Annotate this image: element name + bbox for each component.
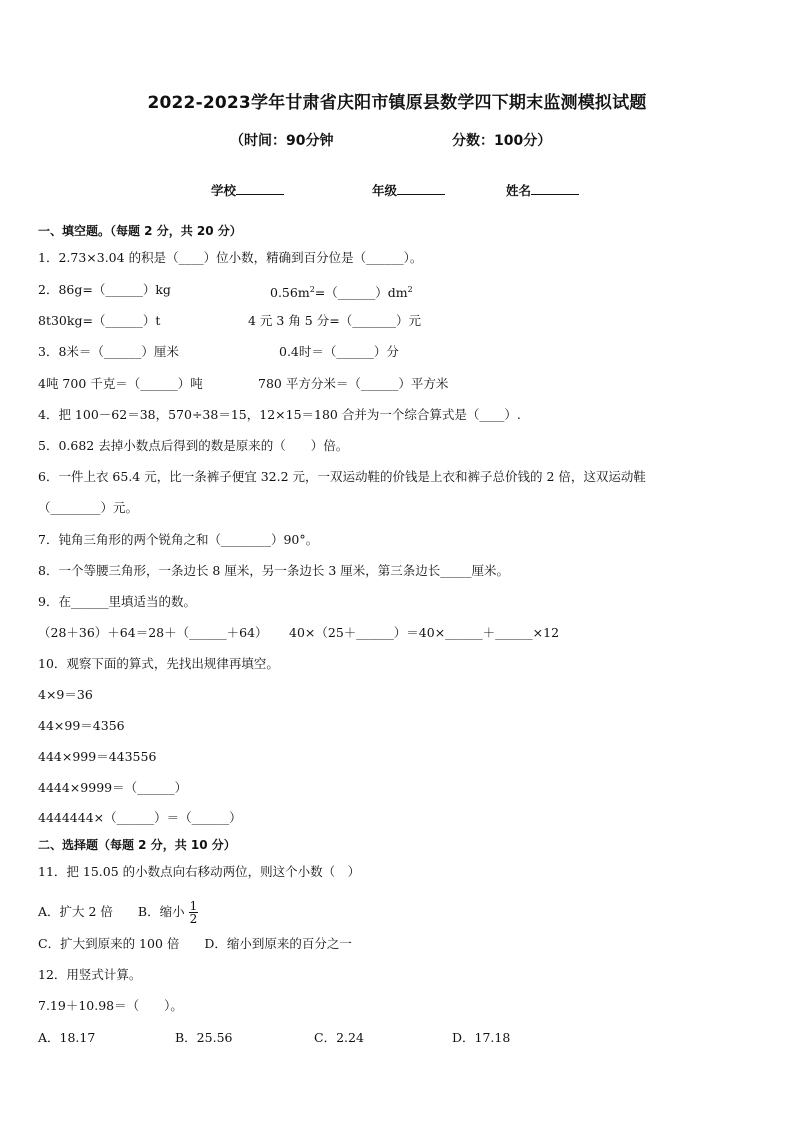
school-label: 学校: [211, 183, 237, 198]
option-a: A．18.17: [38, 1030, 96, 1045]
question-8: 8．一个等腰三角形，一条边长 8 厘米，另一条边长 3 厘米，第三条边长_____厘米。: [38, 563, 510, 578]
option-b: B．25.56: [175, 1030, 233, 1045]
question-3c: 4吨 700 千克＝（______）吨: [38, 376, 203, 391]
school-field: [211, 181, 284, 199]
q11-ab-text: A．扩大 2 倍 B．缩小: [38, 904, 185, 919]
question-2a: 2．86g=（______）kg: [38, 282, 171, 297]
question-11-options-cd: C．扩大到原来的 100 倍 D．缩小到原来的百分之一: [38, 936, 352, 951]
fraction-numerator: 1: [189, 899, 198, 913]
name-blank: [531, 182, 579, 195]
question-12-expression: 7.19＋10.98＝（ ）。: [38, 998, 183, 1013]
question-9b: 40×（25＋______）＝40×______＋______×12: [289, 625, 560, 640]
name-field: [506, 181, 579, 199]
question-6a: 6．一件上衣 65.4 元，比一条裤子便宜 32.2 元，一双运动鞋的价钱是上衣和裤子总价钱的 2 倍，这双运动鞋: [38, 469, 646, 484]
q2b-post: =（______）dm: [314, 285, 408, 301]
pattern-line-4: 4444×9999＝（______）: [38, 780, 188, 795]
question-12: 12．用竖式计算。: [38, 967, 142, 982]
exam-time: （时间：90分钟: [230, 133, 334, 149]
question-11: 11．把 15.05 的小数点向右移动两位，则这个小数（ ）: [38, 864, 361, 879]
question-2b: $0.56m^2=(\_\_\_\_\_\_)dm^2$: [270, 285, 413, 301]
pattern-line-2: 44×99＝4356: [38, 718, 125, 733]
exam-title: 2022-2023学年甘肃省庆阳市镇原县数学四下期末监测模拟试题: [147, 93, 647, 113]
question-10: 10．观察下面的算式，先找出规律再填空。: [38, 656, 279, 671]
section1-heading: 一、填空题。（每题 2 分，共 20 分）: [38, 224, 242, 238]
pattern-line-3: 444×999＝443556: [38, 749, 157, 764]
option-d: D．17.18: [452, 1030, 511, 1045]
question-11-options-ab: [38, 900, 198, 925]
question-9: 9．在______里填适当的数。: [38, 594, 196, 609]
q2b-pre: 0.56m: [270, 285, 310, 301]
question-1: 1．2.73×3.04 的积是（____）位小数，精确到百分位是（______）。: [38, 250, 423, 265]
pattern-line-5: 4444444×（______）＝（______）: [38, 810, 242, 825]
question-3a: 3．8米＝（______）厘米: [38, 344, 179, 359]
question-6b: （________）元。: [38, 500, 139, 515]
grade-label: 年级: [372, 183, 398, 198]
question-7: 7．钝角三角形的两个锐角之和（________）90°。: [38, 532, 319, 547]
question-9a: （28＋36）＋64＝28＋（______＋64）: [38, 625, 268, 640]
question-4: 4．把 100－62＝38，570÷38＝15，12×15＝180 合并为一个综合算式是（____）.: [38, 407, 521, 422]
question-2c: 8t30kg=（______）t: [38, 313, 161, 328]
grade-blank: [397, 182, 445, 195]
school-blank: [236, 182, 284, 195]
grade-field: [372, 181, 445, 199]
exam-score: 分数：100分）: [452, 133, 552, 149]
pattern-line-1: 4×9＝36: [38, 687, 93, 702]
fraction-denominator: 2: [189, 912, 198, 926]
option-c: C．2.24: [314, 1030, 364, 1045]
name-label: 姓名: [506, 183, 532, 198]
section2-heading: 二、选择题（每题 2 分，共 10 分）: [38, 838, 236, 852]
question-3b: 0.4时＝（______）分: [279, 344, 399, 359]
question-2d: 4 元 3 角 5 分=（_______）元: [248, 313, 421, 328]
question-3d: 780 平方分米＝（______）平方米: [258, 376, 449, 391]
fraction-one-half: [189, 900, 199, 925]
question-5: 5．0.682 去掉小数点后得到的数是原来的（ ）倍。: [38, 438, 349, 453]
